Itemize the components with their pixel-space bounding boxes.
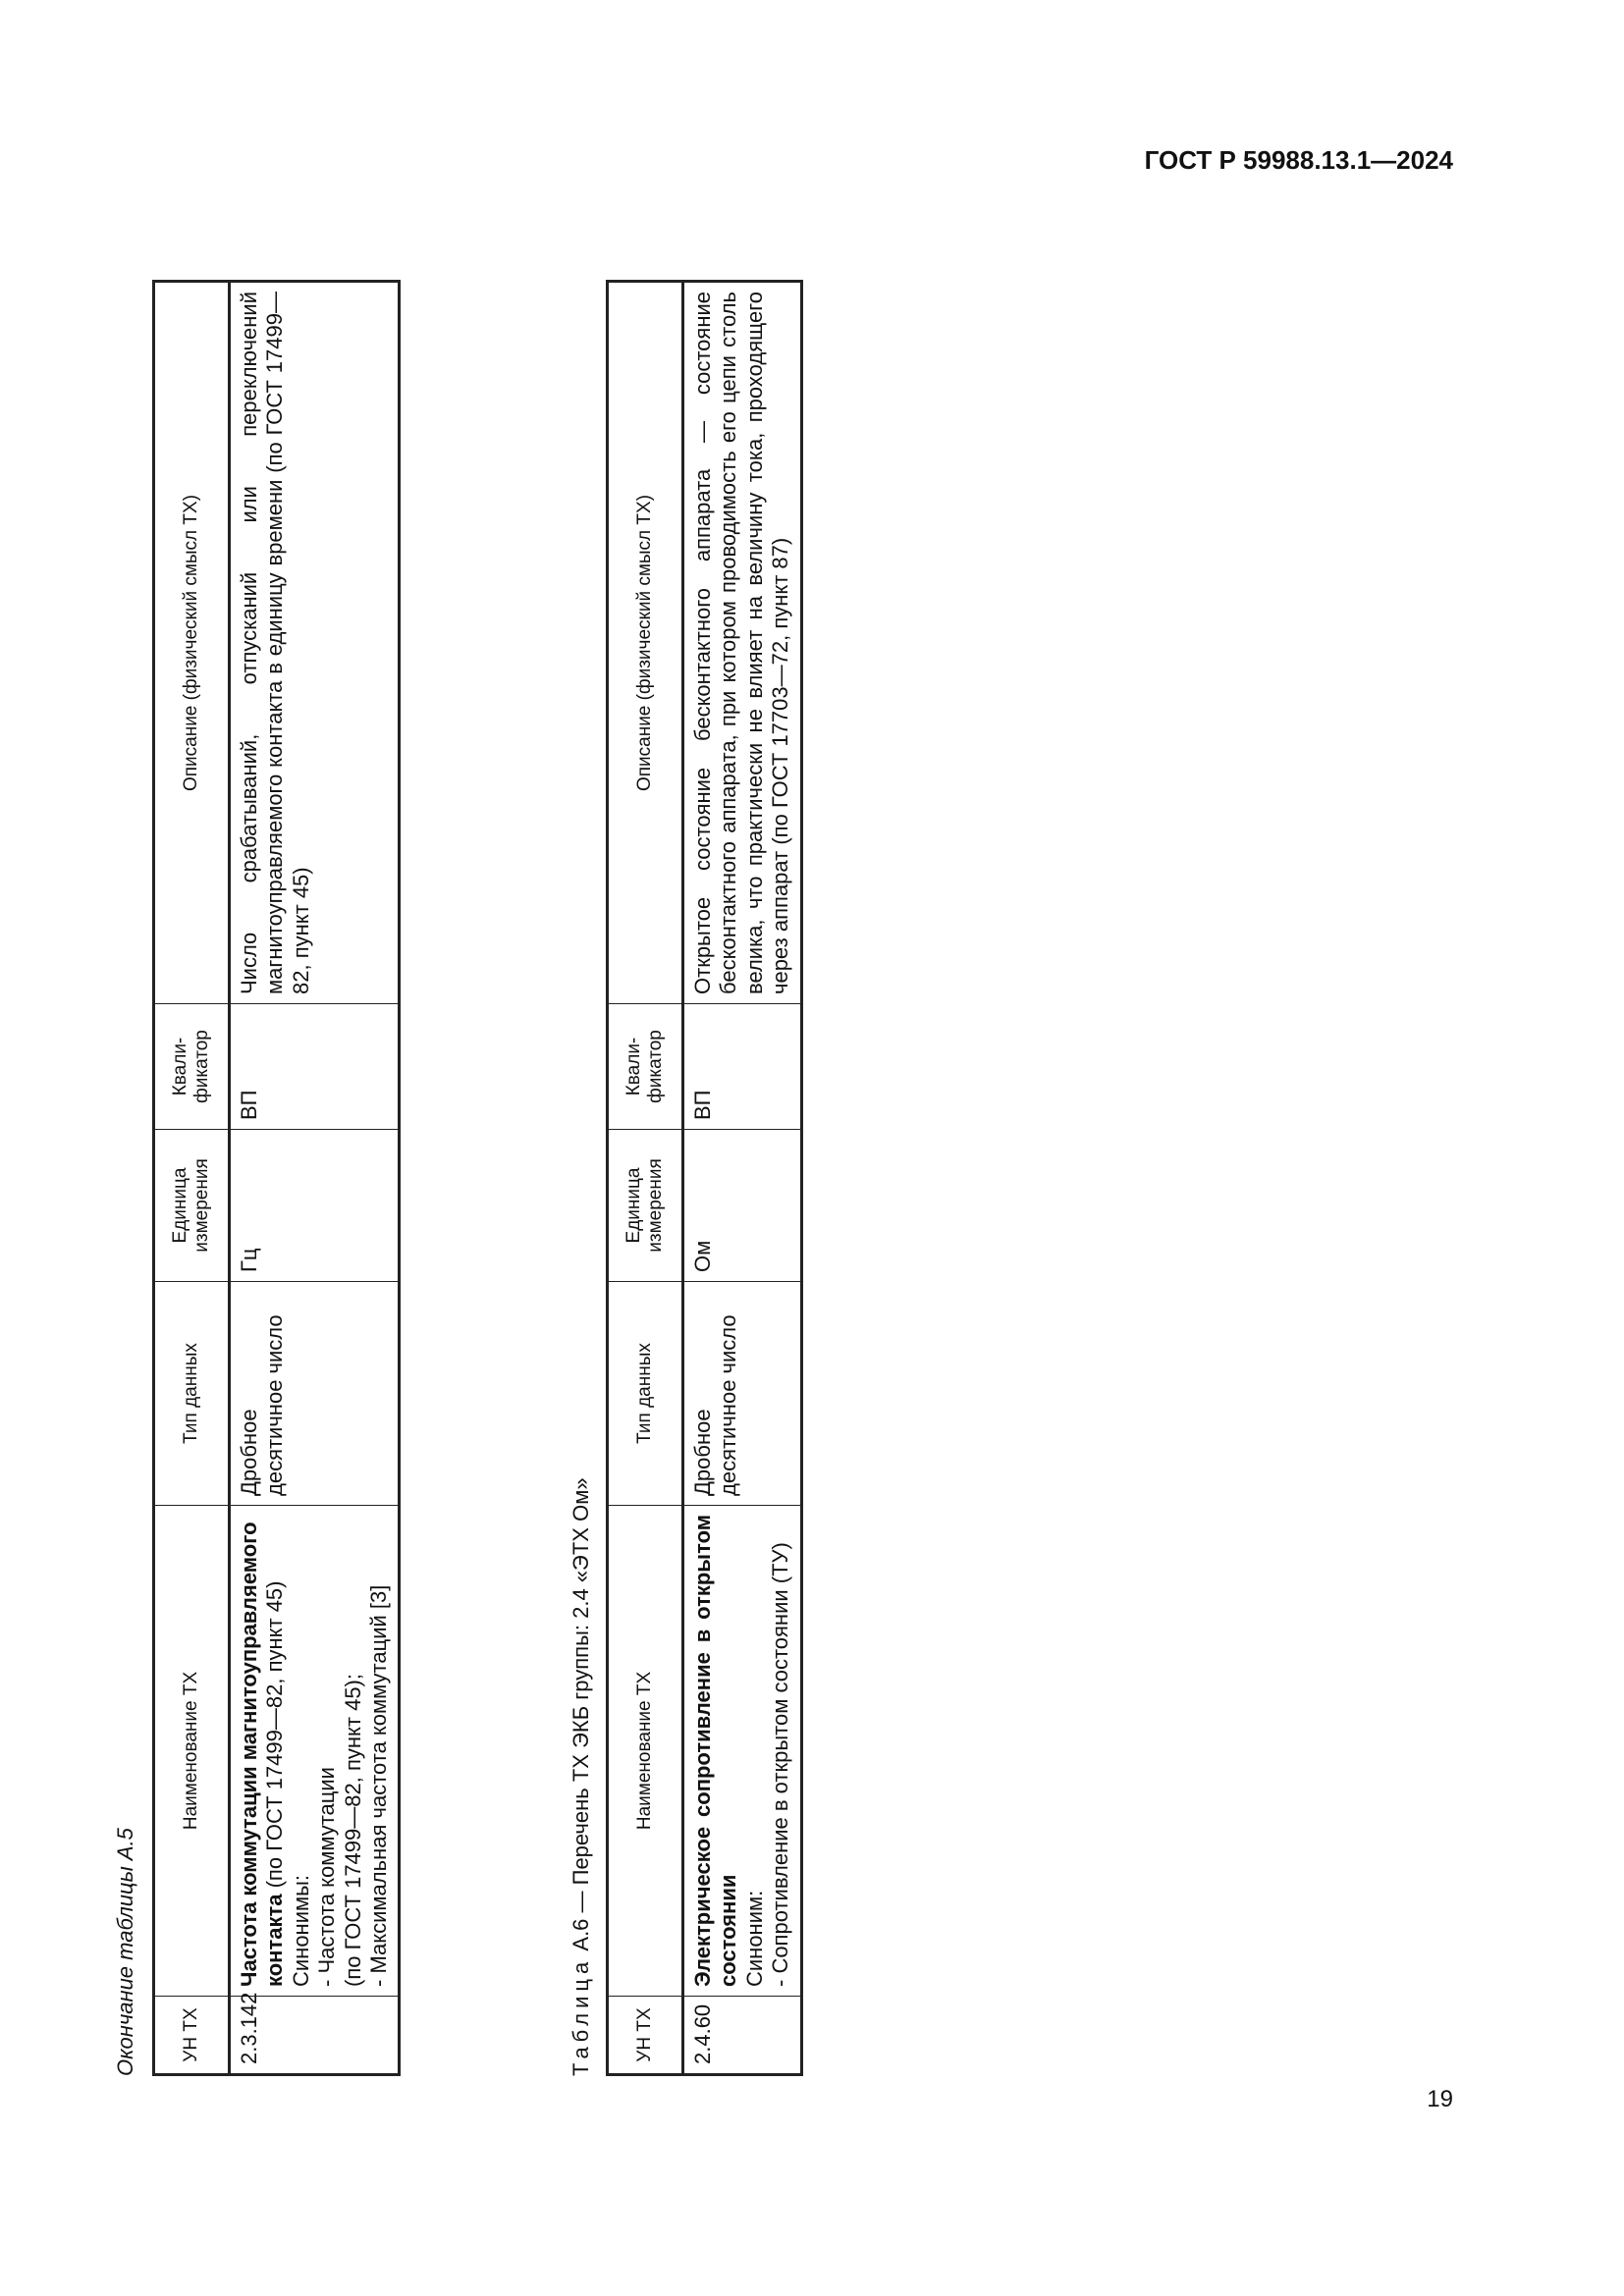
col-header-qualifier: Квали- фикатор [608, 1004, 683, 1130]
col-header-name: Наименование ТХ [154, 1506, 230, 1997]
cell-description: Число срабатываний, отпусканий или переключений магнитоуправляемого контакта в единицу времени (по ГОСТ 17499—82, пункт 45) [230, 282, 400, 1004]
col-header-data-type: Тип данных [154, 1282, 230, 1506]
table-a6-caption [568, 1477, 594, 2076]
cell-qualifier: ВП [683, 1004, 802, 1130]
rotated-content [113, 211, 928, 2076]
cell-unit: Гц [230, 1130, 400, 1282]
name-bold: Электрическое сопротивление в открытом состоянии [690, 1515, 741, 1987]
table-a6 [606, 280, 803, 2076]
col-header-unit: Единица измерения [154, 1130, 230, 1282]
table-a5-header-row [154, 282, 230, 2075]
cell-data-type: Дробное десятичное число [683, 1282, 802, 1506]
table-row [230, 282, 400, 2075]
standard-designation: ГОСТ Р 59988.13.1—2024 [1144, 145, 1453, 175]
name-bold: Частота коммутации магнитоуправляемого контакта [237, 1522, 288, 1987]
name-ref: (по ГОСТ 17499—82, пункт 45) [262, 1580, 288, 1889]
synonym-item: - Частота коммутации [314, 1767, 340, 1987]
synonym-ref: (по ГОСТ 17499—82, пункт 45); [340, 1674, 365, 1987]
col-header-description: Описание (физический смысл ТХ) [154, 282, 230, 1004]
caption-text: А.6 — Перечень ТХ ЭКБ группы: 2.4 «ЭТХ Ом» [568, 1477, 593, 1951]
col-header-qualifier: Квали- фикатор [154, 1004, 230, 1130]
synonym-item: - Сопротивление в открытом состоянии (ТУ) [768, 1542, 793, 1987]
cell-description: Открытое состояние бесконтактного аппарата — состояние бесконтактного аппарата, при котором проводимость его цепи столь велика, что практически не влияет на величину тока, проходящего через аппарат (по ГОСТ 17703—72, пункт 87) [683, 282, 802, 1004]
caption-prefix: Таблица [568, 1956, 593, 2076]
cell-qualifier: ВП [230, 1004, 400, 1130]
col-header-data-type: Тип данных [608, 1282, 683, 1506]
col-header-code: УН ТХ [154, 1997, 230, 2075]
cell-data-type: Дробное десятичное число [230, 1282, 400, 1506]
table-a5 [152, 280, 401, 2076]
synonym-item: - Максимальная частота коммутаций [3] [365, 1584, 391, 1987]
col-header-code: УН ТХ [608, 1997, 683, 2075]
col-header-unit: Единица измерения [608, 1130, 683, 1282]
synonyms-label: Синонимы: [288, 1874, 313, 1987]
cell-name [683, 1506, 802, 1997]
col-header-description: Описание (физический смысл ТХ) [608, 282, 683, 1004]
table-a5-caption: Окончание таблицы А.5 [113, 1828, 137, 2076]
col-header-name: Наименование ТХ [608, 1506, 683, 1997]
synonyms-label: Синоним: [741, 1890, 767, 1987]
table-row [683, 282, 802, 2075]
name-main [237, 1515, 289, 1987]
page-number: 19 [1427, 2086, 1453, 2112]
cell-code: 2.3.142 [230, 1997, 400, 2075]
cell-code: 2.4.60 [683, 1997, 802, 2075]
cell-name [230, 1506, 400, 1997]
cell-unit: Ом [683, 1130, 802, 1282]
table-a6-header-row [608, 282, 683, 2075]
